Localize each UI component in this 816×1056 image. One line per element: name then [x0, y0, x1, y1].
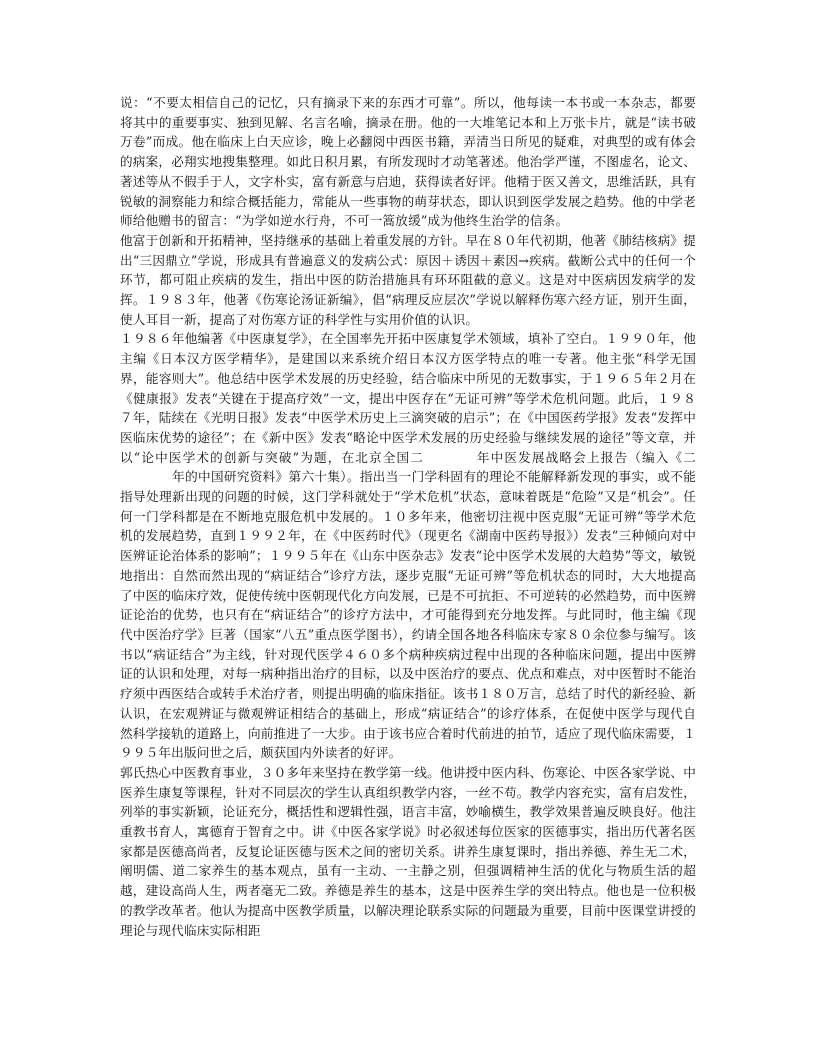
paragraph-text: 年中医发展战略会上报告（编入《二: [475, 449, 696, 465]
paragraph-text: 他富于创新和开拓精神，坚持继承的基础上着重发展的方针。早在８０年代初期，他著《肺结核病》提出“三因鼎立”学说，形成具有普遍意义的发病公式：原因＋诱因＋素因→疾病。截断公式中的任何一个环节，都可阻止疾病的发生，指出中医的防治措施具有环环阻截的意义。这是对中医病因发病学的发挥。１９８３年，他著《伤寒论汤证新编》，倡“病理反应层次”学说以解释伤寒六经方证，别开生面，使人耳目一新，提高了对伤寒方证的科学性与实用价值的认识。: [120, 232, 696, 327]
paragraph-study-habits: [120, 93, 696, 231]
paragraph-innovation: [120, 231, 696, 330]
paragraph-text: １９８６年他编著《中医康复学》，在全国率先开拓中医康复学术领域，填补了空白。１９９０年，他主编《日本汉方医学精华》，是建国以来系统介绍日本汉方医学特点的唯一专著。他主张“科学无国界，能容则大”。他总结中医学术发展的历史经验，结合临床中所见的无数事实，于１９６５年２月在《健康报》发表“关键在于提高疗效”一文，提出中医存在“无证可辨”等学术危机问题。此后，１９８７年，陆续在《光明日报》发表“中医学术历史上三滴突破的启示”；在《中国医药学报》发表“发挥中医临床优势的途径”；在《新中医》发表“略论中医学术发展的历史经验与继续发展的途径”等文章，并以“论中医学术的创新与突破”为题，在北京全国二: [120, 331, 696, 465]
paragraph-text: 年的中国研究资料》第六十集）。指出当一门学科固有的理论不能解释新发现的事实，或不能指导处理新出现的问题的时候，这门学科就处于“学术危机”状态，意味着既是“危险”又是“机会”。任何一门学科都是在不断地克服危机中发展的。１０多年来，他密切注视中医克服“无证可辨”等学术危机的发展趋势，直到１９９２年，在《中医药时代》（现更名《湖南中医药导报》）发表“三种倾向对中医辨证论治体系的影响”；１９９５年在《山东中医杂志》发表“论中医学术发展的大趋势”等文，敏锐地指出：自然而然出现的“病证结合”诊疗方法，逐步克服“无证可辨”等危机状态的同时，大大地提高了中医的临床疗效，促使传统中医朝现代化方向发展，已是不可抗拒、不可逆转的必然趋势，而中医辨证论治的优势，也只有在“病证结合”的诊疗方法中，才可能得到充分地发挥。与此同时，他主编《现代中医治疗学》巨著（国家“八五”重点医学图书），约请全国各地各科临床专家８０余位参与编写。该书以“病证结合”为主线，针对现代医学４６０多个病种疾病过程中出现的各种临床问题，提出中医辨证的认识和处理，对每一病种指出治疗的目标，以及中医治疗的要点、优点和难点，对中医暂时不能治疗须中西医结合或转手术治疗者，则提出明确的临床指征。该书１８０万言，总结了时代的新经验、新认识，在宏观辨证与微观辨证相结合的基础上，形成“病证结合”的诊疗体系，在促使中医学与现代自然科学接轨的道路上，向前推进了一大步。由于该书应合着时代前进的拍节，适应了现代临床需要，１９９５年出版问世之后，颇获国内外读者的好评。: [120, 469, 696, 761]
paragraph-text: 郭氏热心中医教育事业，３０多年来坚持在教学第一线。他讲授中医内科、伤寒论、中医各家学说、中医养生康复等课程，针对不同层次的学生认真组织教学内容，一丝不苟。教学内容充实，富有启发性，列举的事实新颖，论证充分，概括性和逻辑性强，语言丰富，妙喻横生，教学效果普遍反映良好。他注重教书育人，寓德育于智育之中。讲《中医各家学说》时必叙述每位医家的医德事实，指出历代著名医家都是医德高尚者，反复论证医德与医术之间的密切关系。讲养生康复课时，指出养德、养生无二术，阐明儒、道二家养生的基本观点，虽有一主动、一主静之别，但强调精神生活的优化与物质生活的超越，建设高尚人生，两者毫无二致。养德是养生的基本，这是中医养生学的突出特点。他也是一位积极的教学改革者。他认为提高中医教学质量，以解决理论联系实际的问题最为重要，目前中医课堂讲授的理论与现代临床实际相距: [120, 764, 696, 938]
paragraph-text: 说：“不要太相信自己的记忆，只有摘录下来的东西才可靠”。所以，他每读一本书或一本杂志，都要将其中的重要事实、独到见解、名言名喻，摘录在册。他的一大堆笔记本和上万张卡片，就是“读书破万卷”而成。他在临床上白天应诊，晚上必翻阅中西医书籍，弄清当日所见的疑难，对典型的或有体会的病案，必翔实地搜集整理。如此日积月累，有所发现时才动笔著述。他治学严谨，不图虚名，论文、著述等从不假手于人，文字朴实，富有新意与启迪，获得读者好评。他精于医又善文，思维活跃，具有锐敏的洞察能力和综合概括能力，常能从一些事物的萌芽状态，即认识到医学发展之趋势。他的中学老师给他赠书的留言：“为学如逆水行舟，不可一篙放缓”成为他终生治学的信条。: [120, 95, 696, 229]
paragraph-education: [120, 763, 696, 940]
paragraph-academic-crisis: [120, 329, 696, 762]
